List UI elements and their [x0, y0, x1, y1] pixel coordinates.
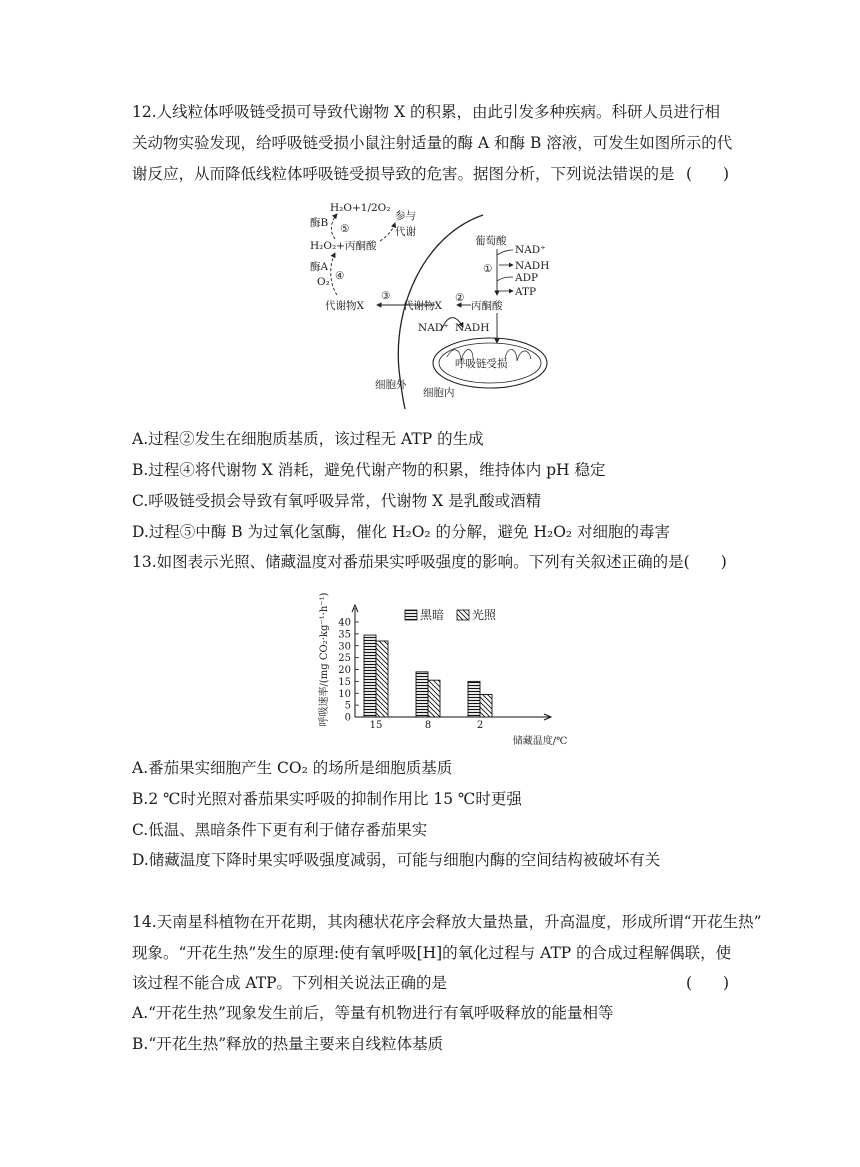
bar-光照-2 [480, 694, 492, 717]
label-h2o-half-o2: H₂O+1/2O₂ [330, 202, 391, 214]
label-nad-plus-1: NAD⁺ [418, 322, 449, 334]
y-tick-label: 40 [338, 617, 351, 629]
label-step-4: ④ [335, 270, 345, 282]
label-pyruvate: 丙酮酸 [471, 300, 503, 312]
label-step-3: ③ [381, 290, 391, 302]
label-step-2: ② [455, 292, 465, 304]
q12-option-b: B.过程④将代谢物 X 消耗，避免代谢产物的积累，维持体内 pH 稳定 [132, 461, 606, 479]
legend-label-黑暗: 黑暗 [420, 608, 445, 622]
q13-option-c: C.低温、黑暗条件下更有利于储存番茄果实 [132, 821, 428, 839]
q12-option-c: C.呼吸链受损会导致有氧呼吸异常，代谢物 X 是乳酸或酒精 [132, 492, 542, 510]
label-enzyme-a: 酶A [310, 261, 329, 273]
q14-stem-line-3: 该过程不能合成 ATP。下列相关说法正确的是 [132, 974, 448, 992]
y-tick-label: 10 [338, 688, 351, 700]
bar-黑暗-15 [364, 635, 376, 717]
q12-stem-line-1: 12.人线粒体呼吸链受损可导致代谢物 X 的积累，由此引发多种疾病。科研人员进行相 [132, 103, 721, 121]
bar-黑暗-2 [468, 681, 480, 717]
label-metabolism: 代谢 [395, 226, 416, 238]
q12-answer-paren: ( ) [686, 165, 730, 183]
q13-bar-chart [305, 582, 575, 752]
bar-光照-15 [376, 641, 388, 717]
y-tick-label: 0 [344, 712, 351, 724]
legend-swatch-黑暗 [405, 610, 417, 620]
label-enzyme-b: 酶B [310, 217, 329, 229]
q12-option-d: D.过程⑤中酶 B 为过氧化氢酶，催化 H₂O₂ 的分解，避免 H₂O₂ 对细胞的毒害 [132, 523, 671, 541]
q14-stem-line-2: 现象。“开花生热”发生的原理:使有氧呼吸[H]的氧化过程与 ATP 的合成过程解偶联，使 [132, 944, 732, 962]
bar-黑暗-8 [416, 672, 428, 717]
label-nadh-1: NADH [455, 322, 490, 334]
x-axis-label: 储藏温度/℃ [512, 736, 568, 747]
q14-option-b: B.“开花生热”释放的热量主要来自线粒体基质 [132, 1035, 444, 1053]
q14-option-a: A.“开花生热”现象发生前后，等量有机物进行有氧呼吸释放的能量相等 [132, 1004, 614, 1022]
label-h2o2-pyruvate: H₂O₂+丙酮酸 [310, 240, 377, 252]
q14-answer-paren: ( ) [686, 974, 730, 992]
y-tick-label: 15 [338, 676, 351, 688]
bar-光照-8 [428, 680, 440, 717]
label-glucose: 葡萄酸 [475, 235, 507, 247]
legend-label-光照: 光照 [472, 608, 497, 622]
x-tick-label: 2 [476, 720, 484, 731]
x-tick-label: 15 [369, 720, 383, 731]
label-nad-plus-2: NAD⁺ [515, 244, 546, 256]
y-tick-label: 5 [344, 700, 351, 712]
y-tick-label: 20 [338, 665, 351, 676]
label-o2: O₂ [317, 276, 330, 288]
label-resp-chain-damaged: 呼吸链受损 [455, 358, 508, 370]
q13-option-b: B.2 ℃时光照对番茄果实呼吸的抑制作用比 15 ℃时更强 [132, 790, 522, 808]
label-extracellular: 细胞外 [375, 379, 407, 391]
label-step-1: ① [483, 263, 493, 275]
q13-option-a: A.番茄果实细胞产生 CO₂ 的场所是细胞质基质 [132, 759, 453, 777]
label-nadh-2: NADH [515, 260, 550, 272]
q12-pathway-diagram [305, 195, 550, 410]
x-tick-label: 8 [424, 720, 432, 731]
label-adp: ADP [515, 272, 539, 284]
q13-stem: 13.如图表示光照、储藏温度对番茄果实呼吸强度的影响。下列有关叙述正确的是( ) [132, 553, 727, 571]
q12-stem-line-3: 谢反应，从而降低线粒体呼吸链受损导致的危害。据图分析，下列说法错误的是 [132, 165, 675, 183]
label-atp: ATP [515, 286, 537, 298]
y-tick-label: 35 [338, 629, 351, 641]
y-tick-label: 30 [338, 641, 351, 653]
y-axis-label: 呼吸速率/(mg CO₂·kg⁻¹·h⁻¹) [319, 592, 330, 727]
label-metabolite-x-outside: 代谢物X [325, 300, 364, 312]
y-tick-label: 25 [338, 653, 351, 665]
label-participate: 参与 [395, 210, 416, 222]
q12-stem-line-2: 关动物实验发现，给呼吸链受损小鼠注射适量的酶 A 和酶 B 溶液，可发生如图所示的代 [132, 134, 733, 152]
label-step-5: ⑤ [340, 223, 350, 235]
q12-option-a: A.过程②发生在细胞质基质，该过程无 ATP 的生成 [132, 430, 484, 448]
cell-membrane [398, 215, 483, 409]
label-intracellular: 细胞内 [423, 387, 455, 399]
label-metabolite-x-inside: 代谢物X [403, 300, 442, 312]
legend-swatch-光照 [457, 610, 469, 620]
q14-stem-line-1: 14.天南星科植物在开花期，其肉穗状花序会释放大量热量，升高温度，形成所谓“开花生热” [132, 913, 762, 931]
q13-option-d: D.储藏温度下降时果实呼吸强度减弱，可能与细胞内酶的空间结构被破坏有关 [132, 851, 661, 869]
